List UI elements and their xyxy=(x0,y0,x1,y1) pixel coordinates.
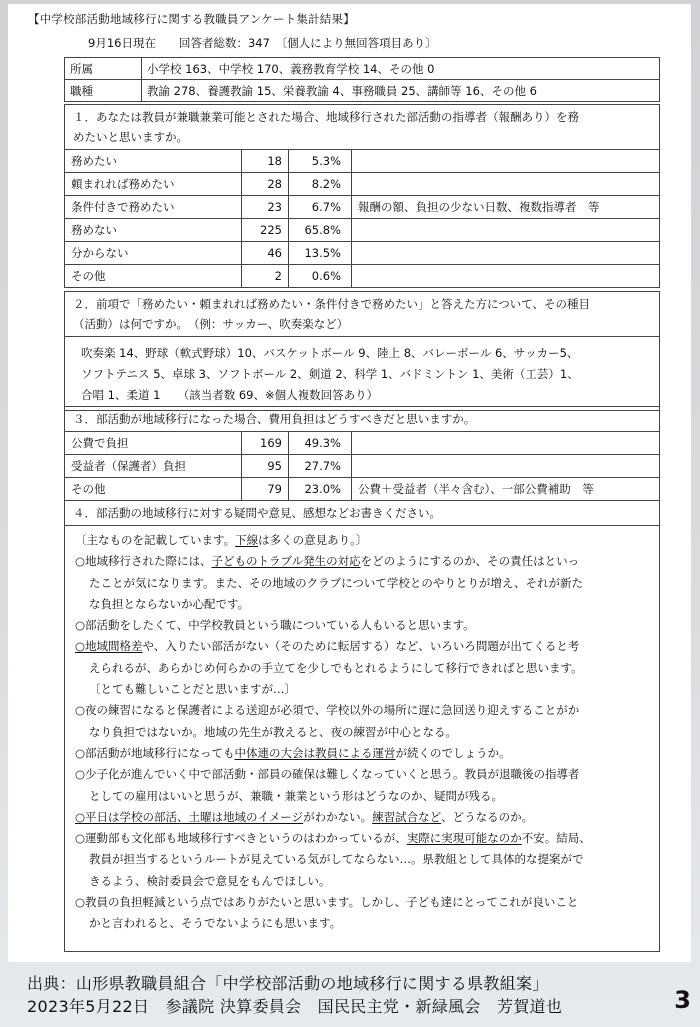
row-label: 所属 xyxy=(65,58,142,80)
opinion-item: ○平日は学校の部活、土曜は地域のイメージがわかない。練習試合など、どうなるのか。 xyxy=(75,809,534,824)
question-2-answers: 吹奏楽 14、野球（軟式野球）10、バスケットボール 9、陸上 8、バレーボール 6、サッカー5、 ソフトテニス 5、卓球 3、ソフトボール 2、剣道 2、科学 1、バドミントン 1、美術（工芸）1、 合唱 1、柔道 1 （該当者数 69、※個人複数回答あり） xyxy=(81,346,579,402)
respondent-table xyxy=(64,57,660,102)
meeting-info: 2023年5月22日 参議院 決算委員会 国民民主党・新緑風会 芳賀道也 xyxy=(27,997,563,1016)
table-row xyxy=(65,80,660,102)
table-row: 頼まれれば務めたい 28 8.2% xyxy=(65,173,659,196)
opinions-intro: 〔主なものを記載しています。下線は多くの意見あり。〕 xyxy=(75,533,368,547)
question-4-section xyxy=(64,500,660,952)
survey-date-line: 9月16日現在 回答者総数：347 〔個人により無回答項目あり〕 xyxy=(88,36,437,50)
row-value: 小学校 163、中学校 170、義務教育学校 14、その他 0 xyxy=(142,58,660,80)
opinion-item: ○部活動をしたくて、中学校教員という職についている人もいると思います。 xyxy=(75,618,475,633)
question-3-section xyxy=(64,406,660,501)
table-row: 務めたい 18 5.3% xyxy=(65,150,659,173)
question-3-text: ３．部活動が地域移行になった場合、費用負担はどうすべきだと思いますか。 xyxy=(65,407,659,432)
opinion-item: ○運動部も文化部も地域移行すべきというのはわかっているが、実際に実現可能なのか不安。結局、 教員が担当するというルートが見えている気がしてならない…。県教組として具体的な提案がで きるよう、検討委員会で意見をもんでほしい。 xyxy=(75,831,591,888)
table-row: 条件付きで務めたい 23 6.7% 報酬の額、負担の少ない日数、複数指導者 等 xyxy=(65,196,659,219)
question-2-text: ２．前項で「務めたい・頼まれれば務めたい・条件付きで務めたい」と答えた方について、その種目 （活動）は何ですか。 （例：サッカー、吹奏楽など） xyxy=(65,292,659,337)
source-citation: 出典：山形県教職員組合「中学校部活動の地域移行に関する県教組案」 xyxy=(27,974,549,993)
table-row: 分からない 46 13.5% xyxy=(65,242,659,265)
opinion-item: ○地域移行された際には、子どものトラブル発生の対応をどのようにするのか、その責任はといっ たことが気になります。また、その地域のクラブについて学校とのやりとりが増え、それが新た な負担とならないか心配です。 xyxy=(75,554,584,611)
opinion-item: ○教員の負担軽減という点ではありがたいと思います。しかし、子ども達にとってこれが良いこと かと言われると、そうでないようにも思います。 xyxy=(75,895,579,931)
question-3-table xyxy=(65,432,659,500)
table-row: その他 79 23.0% 公費＋受益者（半々含む）、一部公費補助 等 xyxy=(65,478,659,501)
question-1-section xyxy=(64,104,660,288)
opinion-item: ○夜の練習になると保護者による送迎が必須で、学校以外の場所に遅に急回送り迎えすることがか なり負担ではないか。地域の先生が教えると、夜の練習が中心となる。 xyxy=(75,703,580,739)
table-row: 公費で負担 169 49.3% xyxy=(65,432,659,455)
row-value: 教諭 278、養護教諭 15、栄養教諭 4、事務職員 25、講師等 16、その他 6 xyxy=(142,80,660,102)
table-row: 受益者（保護者）負担 95 27.7% xyxy=(65,455,659,478)
opinion-item: ○地域間格差や、入りたい部活がない（そのために転居する）など、いろいろ問題が出てくると考 えられるが、あらかじめ何らかの手立てを少しでもとれるようにして移行できればと思います。 〔とても難しいことだと思いますが…〕 xyxy=(75,639,583,697)
opinion-item: ○部活動が地域移行になっても中体連の大会は教員による運営が続くのでしょうか。 xyxy=(75,745,511,760)
opinion-item: ○少子化が進んでいく中で部活動・部員の確保は難しくなっていくと思う。教員が退職後の指導者 としての雇用はいいと思うが、兼職・兼業という形はどうなのか、疑問が残る。 xyxy=(75,767,580,803)
opinions-list xyxy=(65,526,659,941)
question-1-table xyxy=(65,150,659,287)
question-2-section xyxy=(64,291,660,411)
row-label: 職種 xyxy=(65,80,142,102)
table-row: 務めない 225 65.8% xyxy=(65,219,659,242)
question-4-text: ４．部活動の地域移行に対する疑問や意見、感想などお書きください。 xyxy=(65,501,659,526)
table-row xyxy=(65,58,660,80)
table-row: その他 2 0.6% xyxy=(65,265,659,288)
question-1-text: １．あなたは教員が兼職兼業可能とされた場合、地域移行された部活動の指導者（報酬あり）を務 めたいと思いますか。 xyxy=(65,105,659,150)
document-page xyxy=(8,4,691,962)
document-title: 【中学校部活動地域移行に関する教職員アンケート集計結果】 xyxy=(28,12,355,26)
page-number: 3 xyxy=(674,986,691,1014)
